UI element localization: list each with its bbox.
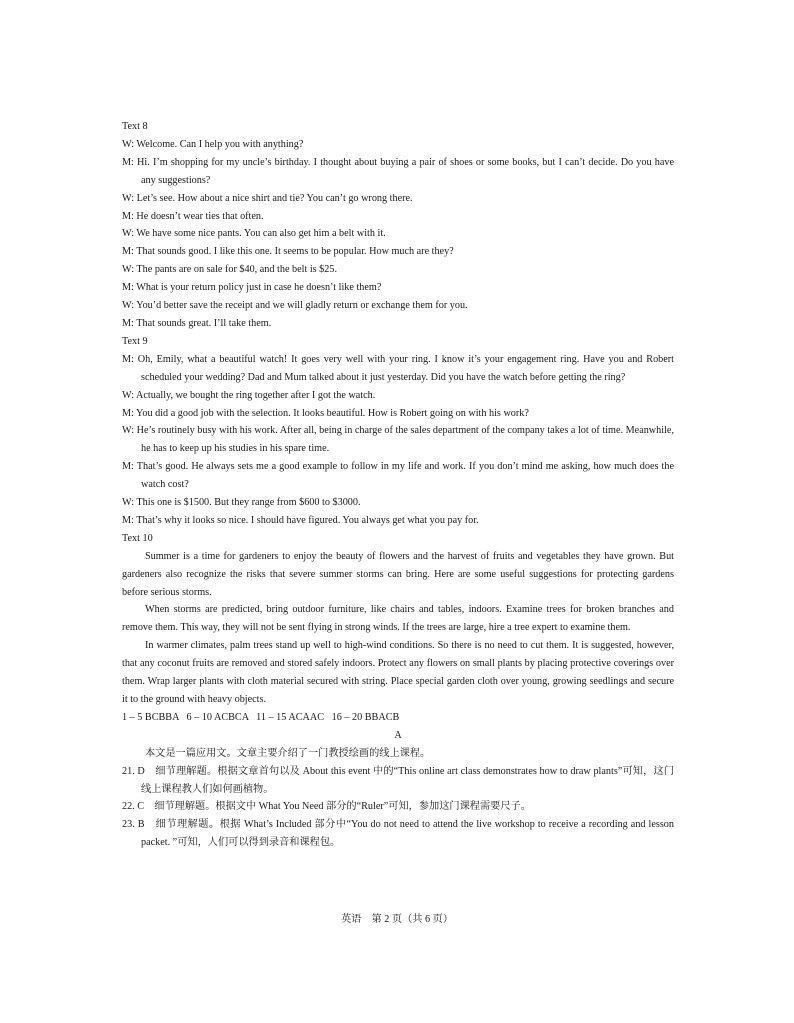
text8-heading: Text 8	[122, 121, 148, 132]
text8-line: W: We have some nice pants. You can also get him a belt with it.	[122, 228, 386, 240]
text9-heading: Text 9	[122, 335, 148, 347]
document-body	[122, 118, 674, 852]
text9-line: M: Oh, Emily, what a beautiful watch! It goes very well with your ring. I know it’s your engagement ring. Have you and Robert scheduled your wedding? Dad and Mum talked about it just yesterday. Did you have the watch before getting the ring?	[122, 353, 674, 383]
answer-key: 1 – 5 BCBBA 6 – 10 ACBCA 11 – 15 ACAAC 16 – 20 BBACB	[122, 711, 400, 723]
text8-line: M: That sounds great. I’ll take them.	[122, 317, 272, 329]
text10-paragraph: In warmer climates, palm trees stand up well to high-wind conditions. So there is no need to cut them. It is suggested, however, that any coconut fruits are removed and stored safely indoors. Protect any flowers on small plants by placing protective coverings over them. Wrap larger plants with cloth material secured with string. Place special garden cloth over young, growing seedlings and secure it to the ground with heavy objects.	[122, 640, 674, 705]
text9-line: M: That’s why it looks so nice. I should have figured. You always get what you pay for.	[122, 514, 479, 526]
text10-paragraph: Summer is a time for gardeners to enjoy the beauty of flowers and the harvest of fruits and vegetables they have grown. But gardeners also recognize the risks that severe summer storms can bring. Here are some useful suggestions for protecting gardens before serious storms.	[122, 550, 674, 598]
explanation-item: 23. B 细节理解题。根据 What’s Included 部分中“You do not need to attend the live workshop to receive a recording and lesson packet. ”可知，人们可以得到录音和课程包。	[122, 819, 674, 849]
text10-paragraph: When storms are predicted, bring outdoor furniture, like chairs and tables, indoors. Examine trees for broken branches and remove them. This way, they will not be sent flying in strong winds. If the trees are large, hire a tree expert to examine them.	[122, 604, 674, 634]
text9-line: M: You did a good job with the selection. It looks beautiful. How is Robert going on with his work?	[122, 407, 529, 419]
text9-line: W: He’s routinely busy with his work. After all, being in charge of the sales department of the company takes a lot of time. Meanwhile, he has to keep up his studies in his spare time.	[122, 425, 674, 455]
text8-line: M: Hi. I’m shopping for my uncle’s birthday. I thought about buying a pair of shoes or some books, but I can’t decide. Do you have any suggestions?	[122, 156, 674, 186]
explanation-item: 22. C 细节理解题。根据文中 What You Need 部分的“Ruler”可知，参加这门课程需要尺子。	[122, 801, 531, 813]
text9-line: W: Actually, we bought the ring together after I got the watch.	[122, 389, 376, 401]
text9-line: W: This one is $1500. But they range from $600 to $3000.	[122, 497, 361, 509]
section-a-label: A	[394, 729, 402, 741]
text8-line: W: Welcome. Can I help you with anything?	[122, 138, 304, 150]
text8-line: M: He doesn’t wear ties that often.	[122, 210, 264, 222]
text10-heading: Text 10	[122, 532, 153, 544]
text8-line: M: What is your return policy just in case he doesn’t like them?	[122, 282, 382, 294]
section-a-intro: 本文是一篇应用文。文章主要介绍了一门教授绘画的线上课程。	[145, 747, 431, 759]
page-footer: 英语 第 2 页（共 6 页）	[340, 914, 454, 925]
text8-line: W: You’d better save the receipt and we will gladly return or exchange them for you.	[122, 300, 468, 312]
text9-line: M: That’s good. He always sets me a good example to follow in my life and work. If you don’t mind me asking, how much does the watch cost?	[122, 461, 674, 491]
text8-line: M: That sounds good. I like this one. It seems to be popular. How much are they?	[122, 246, 454, 258]
text8-line: W: Let’s see. How about a nice shirt and tie? You can’t go wrong there.	[122, 192, 413, 204]
text8-line: W: The pants are on sale for $40, and the belt is $25.	[122, 264, 338, 276]
explanation-item: 21. D 细节理解题。根据文章首句以及 About this event 中的“This online art class demonstrates how to draw plants”可知，这门线上课程教人们如何画植物。	[122, 765, 674, 795]
